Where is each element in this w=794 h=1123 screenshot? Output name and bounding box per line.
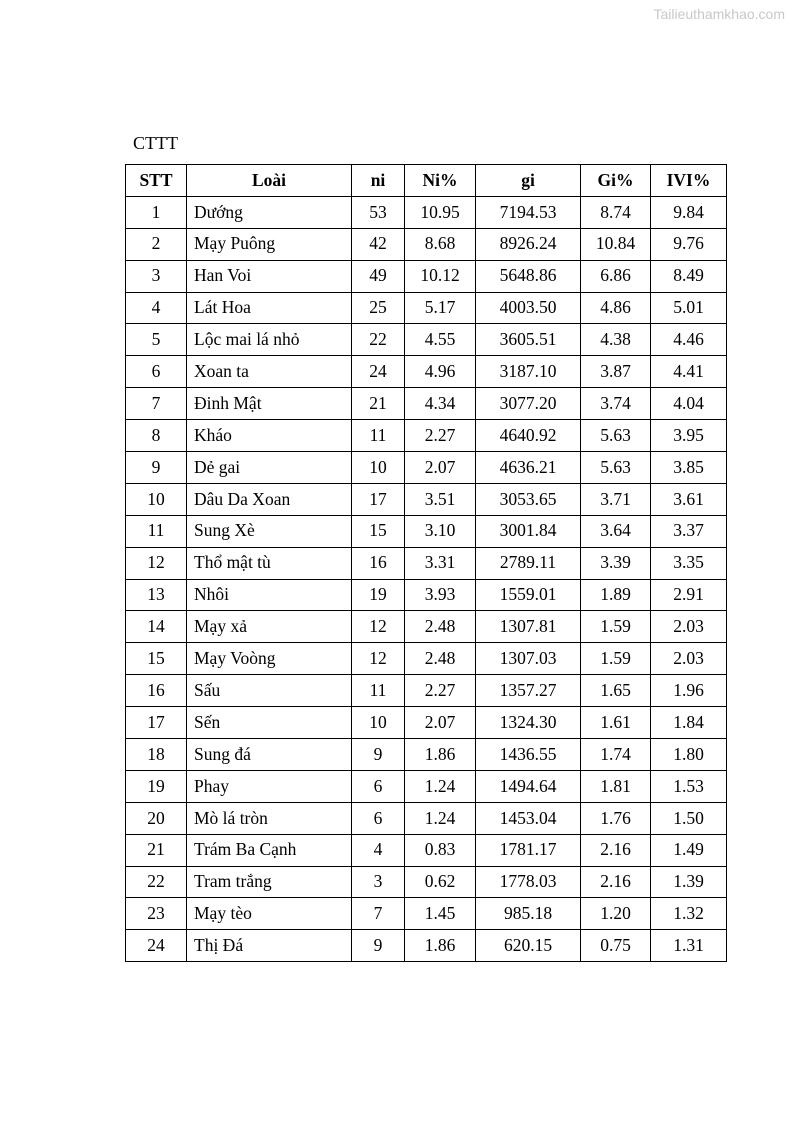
table-caption: CTTT (133, 133, 178, 153)
cell-ivi-percent: 2.03 (651, 643, 727, 675)
cell-species: Phay (187, 770, 352, 802)
cell-ivi-percent: 8.49 (651, 260, 727, 292)
table-row (126, 930, 727, 962)
cell-gi: 1357.27 (476, 675, 581, 707)
table-row (126, 483, 727, 515)
cell-gi: 1781.17 (476, 834, 581, 866)
cell-stt: 11 (126, 515, 187, 547)
table-row (126, 898, 727, 930)
cell-stt: 17 (126, 707, 187, 739)
cell-ivi-percent: 2.91 (651, 579, 727, 611)
cell-gi-percent: 1.76 (581, 802, 651, 834)
cell-species: Dướng (187, 196, 352, 228)
cell-ni: 3 (352, 866, 405, 898)
cell-gi-percent: 1.59 (581, 611, 651, 643)
cell-gi-percent: 3.87 (581, 356, 651, 388)
cell-ivi-percent: 1.96 (651, 675, 727, 707)
table-row (126, 452, 727, 484)
cell-ni-percent: 0.83 (405, 834, 476, 866)
cell-stt: 15 (126, 643, 187, 675)
cell-gi: 3187.10 (476, 356, 581, 388)
cell-gi: 2789.11 (476, 547, 581, 579)
cell-species: Sấu (187, 675, 352, 707)
cell-species: Lộc mai lá nhỏ (187, 324, 352, 356)
table-row (126, 834, 727, 866)
cell-ni: 53 (352, 196, 405, 228)
cell-stt: 13 (126, 579, 187, 611)
cell-ivi-percent: 1.50 (651, 802, 727, 834)
cell-species: Mạy Puông (187, 228, 352, 260)
cell-ivi-percent: 3.85 (651, 452, 727, 484)
cell-gi: 1307.81 (476, 611, 581, 643)
cell-species: Sung Xè (187, 515, 352, 547)
cell-ni-percent: 2.07 (405, 452, 476, 484)
cell-ivi-percent: 1.84 (651, 707, 727, 739)
cell-ni-percent: 4.34 (405, 388, 476, 420)
cell-gi-percent: 4.38 (581, 324, 651, 356)
cell-gi: 1559.01 (476, 579, 581, 611)
table-row (126, 579, 727, 611)
cell-ni: 49 (352, 260, 405, 292)
cell-gi: 5648.86 (476, 260, 581, 292)
cell-stt: 16 (126, 675, 187, 707)
cell-species: Mò lá tròn (187, 802, 352, 834)
table-row (126, 675, 727, 707)
cell-stt: 21 (126, 834, 187, 866)
cell-species: Lát Hoa (187, 292, 352, 324)
cell-ni-percent: 8.68 (405, 228, 476, 260)
cell-stt: 8 (126, 420, 187, 452)
cell-ni-percent: 3.10 (405, 515, 476, 547)
cell-gi: 4636.21 (476, 452, 581, 484)
cell-ni-percent: 3.51 (405, 483, 476, 515)
cell-ni-percent: 10.12 (405, 260, 476, 292)
cell-stt: 7 (126, 388, 187, 420)
cell-ni: 11 (352, 675, 405, 707)
table-row (126, 739, 727, 771)
cell-ni-percent: 1.86 (405, 739, 476, 771)
cell-ni-percent: 5.17 (405, 292, 476, 324)
cell-gi-percent: 1.65 (581, 675, 651, 707)
cell-species: Dâu Da Xoan (187, 483, 352, 515)
cell-stt: 14 (126, 611, 187, 643)
cell-gi-percent: 1.20 (581, 898, 651, 930)
cell-gi-percent: 2.16 (581, 866, 651, 898)
cell-species: Dẻ gai (187, 452, 352, 484)
cell-gi-percent: 3.71 (581, 483, 651, 515)
cell-ni: 12 (352, 611, 405, 643)
cell-ivi-percent: 1.80 (651, 739, 727, 771)
cell-species: Kháo (187, 420, 352, 452)
cell-gi: 620.15 (476, 930, 581, 962)
cell-ni: 4 (352, 834, 405, 866)
cell-gi: 3605.51 (476, 324, 581, 356)
table-row (126, 196, 727, 228)
cell-species: Trám Ba Cạnh (187, 834, 352, 866)
table-row (126, 228, 727, 260)
cell-species: Thổ mật tù (187, 547, 352, 579)
cell-gi-percent: 1.81 (581, 770, 651, 802)
cell-species: Thị Đá (187, 930, 352, 962)
cell-ivi-percent: 3.35 (651, 547, 727, 579)
cell-gi: 8926.24 (476, 228, 581, 260)
cell-ni-percent: 2.48 (405, 643, 476, 675)
cell-ni-percent: 1.24 (405, 770, 476, 802)
cell-ni: 12 (352, 643, 405, 675)
cell-ni-percent: 2.48 (405, 611, 476, 643)
table-row (126, 802, 727, 834)
cell-ni: 9 (352, 930, 405, 962)
cell-gi-percent: 5.63 (581, 420, 651, 452)
cell-ni: 6 (352, 802, 405, 834)
cell-ivi-percent: 3.61 (651, 483, 727, 515)
cell-ni: 22 (352, 324, 405, 356)
table-row (126, 770, 727, 802)
table-row (126, 420, 727, 452)
cell-gi-percent: 3.74 (581, 388, 651, 420)
table-row (126, 356, 727, 388)
cell-ivi-percent: 1.39 (651, 866, 727, 898)
cell-gi: 1307.03 (476, 643, 581, 675)
cell-species: Mạy tèo (187, 898, 352, 930)
cell-ivi-percent: 2.03 (651, 611, 727, 643)
cell-gi: 3001.84 (476, 515, 581, 547)
cell-ivi-percent: 4.46 (651, 324, 727, 356)
cell-gi: 3077.20 (476, 388, 581, 420)
cell-ivi-percent: 5.01 (651, 292, 727, 324)
table-body (126, 196, 727, 961)
cell-gi-percent: 8.74 (581, 196, 651, 228)
cell-gi-percent: 2.16 (581, 834, 651, 866)
header-stt: STT (126, 165, 187, 197)
cell-ni: 21 (352, 388, 405, 420)
header-ni-percent: Ni% (405, 165, 476, 197)
cell-ivi-percent: 1.31 (651, 930, 727, 962)
cell-ni: 6 (352, 770, 405, 802)
cell-stt: 24 (126, 930, 187, 962)
cell-gi-percent: 1.89 (581, 579, 651, 611)
cell-ni: 24 (352, 356, 405, 388)
cell-ni-percent: 10.95 (405, 196, 476, 228)
cell-stt: 6 (126, 356, 187, 388)
cell-gi: 985.18 (476, 898, 581, 930)
cell-gi: 1324.30 (476, 707, 581, 739)
cell-stt: 9 (126, 452, 187, 484)
cell-stt: 22 (126, 866, 187, 898)
header-gi: gi (476, 165, 581, 197)
cell-stt: 23 (126, 898, 187, 930)
cell-stt: 20 (126, 802, 187, 834)
cell-ni: 11 (352, 420, 405, 452)
cell-stt: 2 (126, 228, 187, 260)
cell-ivi-percent: 1.32 (651, 898, 727, 930)
cell-gi-percent: 3.39 (581, 547, 651, 579)
cell-ni: 7 (352, 898, 405, 930)
cell-ivi-percent: 4.04 (651, 388, 727, 420)
cell-ni-percent: 4.96 (405, 356, 476, 388)
cell-gi-percent: 1.74 (581, 739, 651, 771)
cell-ni: 15 (352, 515, 405, 547)
cell-gi: 4640.92 (476, 420, 581, 452)
cell-gi-percent: 6.86 (581, 260, 651, 292)
cell-ni: 9 (352, 739, 405, 771)
cell-ivi-percent: 3.95 (651, 420, 727, 452)
cell-stt: 18 (126, 739, 187, 771)
cell-ivi-percent: 1.53 (651, 770, 727, 802)
cell-gi-percent: 1.61 (581, 707, 651, 739)
cell-species: Mạy xả (187, 611, 352, 643)
table-row (126, 866, 727, 898)
cell-ni-percent: 2.27 (405, 675, 476, 707)
cell-species: Nhôi (187, 579, 352, 611)
cell-stt: 19 (126, 770, 187, 802)
cell-gi: 1436.55 (476, 739, 581, 771)
table-row (126, 547, 727, 579)
header-ivi-percent: IVI% (651, 165, 727, 197)
cell-ni-percent: 1.24 (405, 802, 476, 834)
table-header-row (126, 165, 727, 197)
cell-species: Han Voi (187, 260, 352, 292)
cell-species: Tram trắng (187, 866, 352, 898)
cell-gi: 1494.64 (476, 770, 581, 802)
cell-ivi-percent: 9.84 (651, 196, 727, 228)
cell-ni: 25 (352, 292, 405, 324)
cell-stt: 1 (126, 196, 187, 228)
cell-ni-percent: 4.55 (405, 324, 476, 356)
header-ni: ni (352, 165, 405, 197)
species-ivi-table (125, 164, 727, 962)
cell-species: Đinh Mật (187, 388, 352, 420)
cell-gi-percent: 3.64 (581, 515, 651, 547)
cell-ivi-percent: 4.41 (651, 356, 727, 388)
cell-ni: 16 (352, 547, 405, 579)
cell-gi-percent: 0.75 (581, 930, 651, 962)
cell-ivi-percent: 9.76 (651, 228, 727, 260)
table-row (126, 611, 727, 643)
cell-species: Mạy Voòng (187, 643, 352, 675)
cell-ni: 42 (352, 228, 405, 260)
cell-stt: 4 (126, 292, 187, 324)
cell-species: Sến (187, 707, 352, 739)
cell-gi-percent: 5.63 (581, 452, 651, 484)
cell-ni-percent: 2.07 (405, 707, 476, 739)
cell-gi: 4003.50 (476, 292, 581, 324)
table-row (126, 260, 727, 292)
cell-ivi-percent: 3.37 (651, 515, 727, 547)
cell-gi-percent: 4.86 (581, 292, 651, 324)
cell-ni-percent: 1.45 (405, 898, 476, 930)
watermark: Tailieuthamkhao.com (653, 6, 785, 22)
table-row (126, 292, 727, 324)
cell-gi: 3053.65 (476, 483, 581, 515)
cell-ni-percent: 0.62 (405, 866, 476, 898)
cell-gi: 1453.04 (476, 802, 581, 834)
header-gi-percent: Gi% (581, 165, 651, 197)
table-row (126, 707, 727, 739)
cell-species: Sung đá (187, 739, 352, 771)
cell-ni-percent: 3.93 (405, 579, 476, 611)
cell-species: Xoan ta (187, 356, 352, 388)
cell-ni: 10 (352, 707, 405, 739)
cell-ni: 19 (352, 579, 405, 611)
cell-stt: 5 (126, 324, 187, 356)
table-row (126, 643, 727, 675)
cell-ni: 17 (352, 483, 405, 515)
cell-stt: 3 (126, 260, 187, 292)
cell-gi: 7194.53 (476, 196, 581, 228)
cell-stt: 12 (126, 547, 187, 579)
cell-ni-percent: 1.86 (405, 930, 476, 962)
table-row (126, 324, 727, 356)
cell-gi-percent: 10.84 (581, 228, 651, 260)
cell-ni-percent: 3.31 (405, 547, 476, 579)
cell-gi: 1778.03 (476, 866, 581, 898)
cell-ivi-percent: 1.49 (651, 834, 727, 866)
cell-gi-percent: 1.59 (581, 643, 651, 675)
cell-ni-percent: 2.27 (405, 420, 476, 452)
table-row (126, 388, 727, 420)
table-row (126, 515, 727, 547)
cell-stt: 10 (126, 483, 187, 515)
header-species: Loài (187, 165, 352, 197)
cell-ni: 10 (352, 452, 405, 484)
